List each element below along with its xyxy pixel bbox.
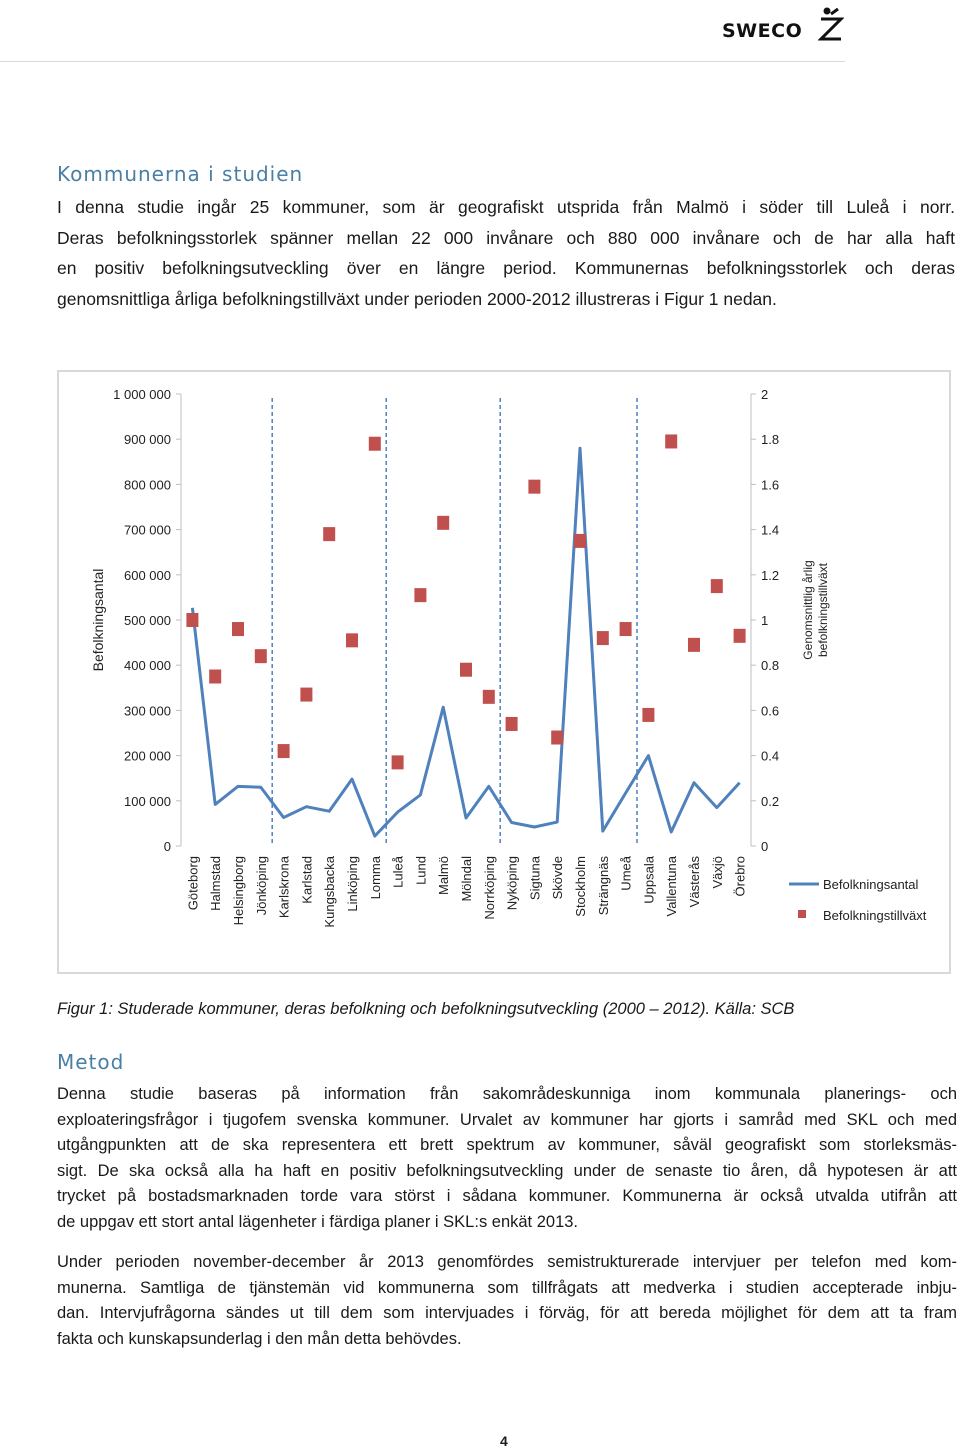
growth-point	[620, 622, 632, 636]
paragraph-line: sigt. De ska också alla ha haft en positiv befolkningsutveckling under de senaste tio åren, då hypotesen är att	[57, 1161, 957, 1180]
y2-tick-label: 0	[761, 839, 769, 854]
y-tick-label: 900 000	[124, 432, 171, 448]
population-chart	[59, 372, 949, 972]
y2-tick-label: 0.4	[761, 748, 780, 764]
growth-point	[414, 588, 426, 602]
x-category-label: Stockholm	[573, 856, 588, 917]
growth-point	[278, 744, 290, 758]
y-tick-label: 300 000	[124, 703, 171, 719]
x-category-label: Malmö	[436, 856, 452, 896]
y2-tick-label: 1.2	[761, 567, 780, 583]
paragraph-line: I denna studie ingår 25 kommuner, som är geografiskt utsprida från Malmö i söder till Luleå i norr.	[57, 197, 955, 217]
y2-axis-title: befolkningstillväxt	[816, 562, 830, 658]
method-paragraph-2	[57, 1250, 957, 1352]
growth-point	[209, 670, 221, 684]
growth-point	[346, 633, 358, 647]
x-category-label: Norrköping	[481, 856, 497, 920]
logo-text: SWECO	[722, 20, 803, 42]
y-axis-title: Befolkningsantal	[90, 568, 106, 672]
x-category-label: Luleå	[390, 856, 406, 888]
figure-caption: Figur 1: Studerade kommuner, deras befolkning och befolkningsutveckling (2000 – 2012). Källa: SCB	[57, 1000, 795, 1018]
y2-tick-label: 1.8	[761, 432, 780, 448]
y-tick-label: 1 000 000	[113, 387, 171, 402]
paragraph-line: munerna. Samtliga de tjänstemän vid kommunerna som tillfrågats att medverka i studien accepterade inbju-	[57, 1278, 957, 1297]
y-tick-label: 400 000	[124, 658, 171, 674]
growth-point	[232, 622, 244, 636]
legend-label: Befolkningsantal	[823, 877, 919, 892]
paragraph-line: Deras befolkningsstorlek spänner mellan 22 000 invånare och 880 000 invånare och de har alla haft	[57, 227, 955, 248]
paragraph-line: genomsnittliga årliga befolkningstillväxt under perioden 2000-2012 illustreras i Figur 1 nedan.	[57, 288, 777, 309]
paragraph-line: Denna studie baseras på information från sakområdeskunniga inom kommunala planerings- och	[57, 1085, 957, 1103]
growth-point	[437, 516, 449, 530]
y2-axis-title: Genomsnittlig årlig	[801, 560, 815, 660]
growth-point	[369, 437, 381, 451]
x-category-label: Skövde	[550, 856, 566, 900]
x-category-label: Nyköping	[504, 856, 520, 911]
growth-point	[597, 631, 609, 645]
x-category-label: Örebro	[732, 856, 748, 897]
y2-tick-label: 1.4	[761, 522, 780, 538]
section-heading-kommunerna: Kommunerna i studien	[57, 162, 304, 186]
y2-tick-label: 1.6	[761, 477, 780, 493]
x-category-label: Göteborg	[185, 856, 201, 911]
growth-point	[460, 663, 472, 677]
paragraph-line: fakta och kunskapsunderlag i den mån detta behövdes.	[57, 1329, 462, 1348]
y-tick-label: 200 000	[124, 748, 171, 764]
x-category-label: Sigtuna	[527, 856, 543, 901]
y2-tick-label: 0.8	[761, 658, 780, 674]
growth-point	[711, 579, 723, 593]
x-category-label: Jönköping	[253, 856, 269, 916]
y-tick-label: 100 000	[124, 793, 171, 809]
x-category-label: Umeå	[618, 856, 634, 891]
x-category-label: Kungsbacka	[322, 856, 338, 928]
paragraph-line: dan. Intervjufrågorna sändes ut till dem som intervjuades i förväg, för att bereda möjlighet för dem att ta fram	[57, 1304, 957, 1323]
x-category-label: Västerås	[687, 856, 702, 908]
paragraph-line: exploateringsfrågor i tjugofem svenska kommuner. Urvalet av kommuner har gjorts i samråd med SKL och med	[57, 1110, 957, 1129]
y-tick-label: 500 000	[124, 613, 171, 628]
y2-tick-label: 0.6	[761, 703, 780, 719]
legend-label: Befolkningstillväxt	[823, 908, 927, 923]
x-category-label: Uppsala	[641, 856, 657, 904]
x-category-label: Helsingborg	[231, 856, 246, 926]
x-category-label: Karlskrona	[276, 856, 292, 919]
series-line-befolkningsantal	[192, 448, 739, 836]
growth-point	[551, 731, 563, 745]
y-tick-label: 700 000	[124, 522, 171, 538]
x-category-label: Vallentuna	[664, 856, 680, 917]
growth-point	[528, 480, 540, 494]
x-category-label: Karlstad	[299, 856, 315, 904]
growth-point	[574, 534, 586, 548]
growth-point	[255, 649, 267, 663]
y2-tick-label: 1	[761, 613, 769, 628]
page-number: 4	[500, 1433, 508, 1449]
y-tick-label: 0	[163, 839, 171, 854]
x-category-label: Halmstad	[208, 856, 224, 911]
header-divider	[0, 61, 845, 62]
growth-point	[642, 708, 654, 722]
x-category-label: Växjö	[709, 856, 725, 889]
method-paragraph-1	[57, 1082, 957, 1236]
paragraph-line: en positiv befolkningsutveckling över en längre period. Kommunernas befolkningsstorlek och deras	[57, 258, 955, 278]
paragraph-line: trycket på bostadsmarknaden torde vara störst i sådana kommuner. Kommunerna är också utvalda utifrån att	[57, 1187, 957, 1206]
growth-point	[186, 613, 198, 627]
growth-point	[688, 638, 700, 652]
y-tick-label: 600 000	[124, 567, 171, 583]
intro-paragraph	[57, 192, 955, 314]
x-category-label: Lomma	[367, 856, 383, 900]
x-category-label: Lund	[413, 856, 429, 885]
growth-point	[392, 755, 404, 769]
growth-point	[506, 717, 518, 731]
x-category-label: Mölndal	[459, 856, 474, 902]
sweco-emblem-icon	[818, 6, 844, 46]
x-category-label: Strängnäs	[595, 856, 611, 916]
growth-point	[300, 688, 312, 702]
growth-point	[734, 629, 746, 643]
figure-1-chart	[57, 370, 951, 974]
y2-tick-label: 0.2	[761, 793, 780, 809]
legend-square-swatch	[798, 910, 806, 918]
y-tick-label: 800 000	[124, 477, 171, 493]
growth-point	[665, 434, 677, 448]
growth-point	[323, 527, 335, 541]
growth-point	[483, 690, 495, 704]
section-heading-metod: Metod	[57, 1050, 125, 1074]
x-category-label: Linköping	[345, 856, 360, 912]
paragraph-line: utgångpunkten att de ska representera ett brett spektrum av kommuner, såväl geografiskt som storleksmäs-	[57, 1136, 957, 1155]
paragraph-line: Under perioden november-december år 2013 genomfördes semistrukturerade intervjuer per telefon med kom-	[57, 1253, 957, 1271]
sweco-logo	[722, 6, 846, 46]
paragraph-line: de uppgav ett stort antal lägenheter i färdiga planer i SKL:s enkät 2013.	[57, 1212, 579, 1231]
y2-tick-label: 2	[761, 387, 769, 402]
